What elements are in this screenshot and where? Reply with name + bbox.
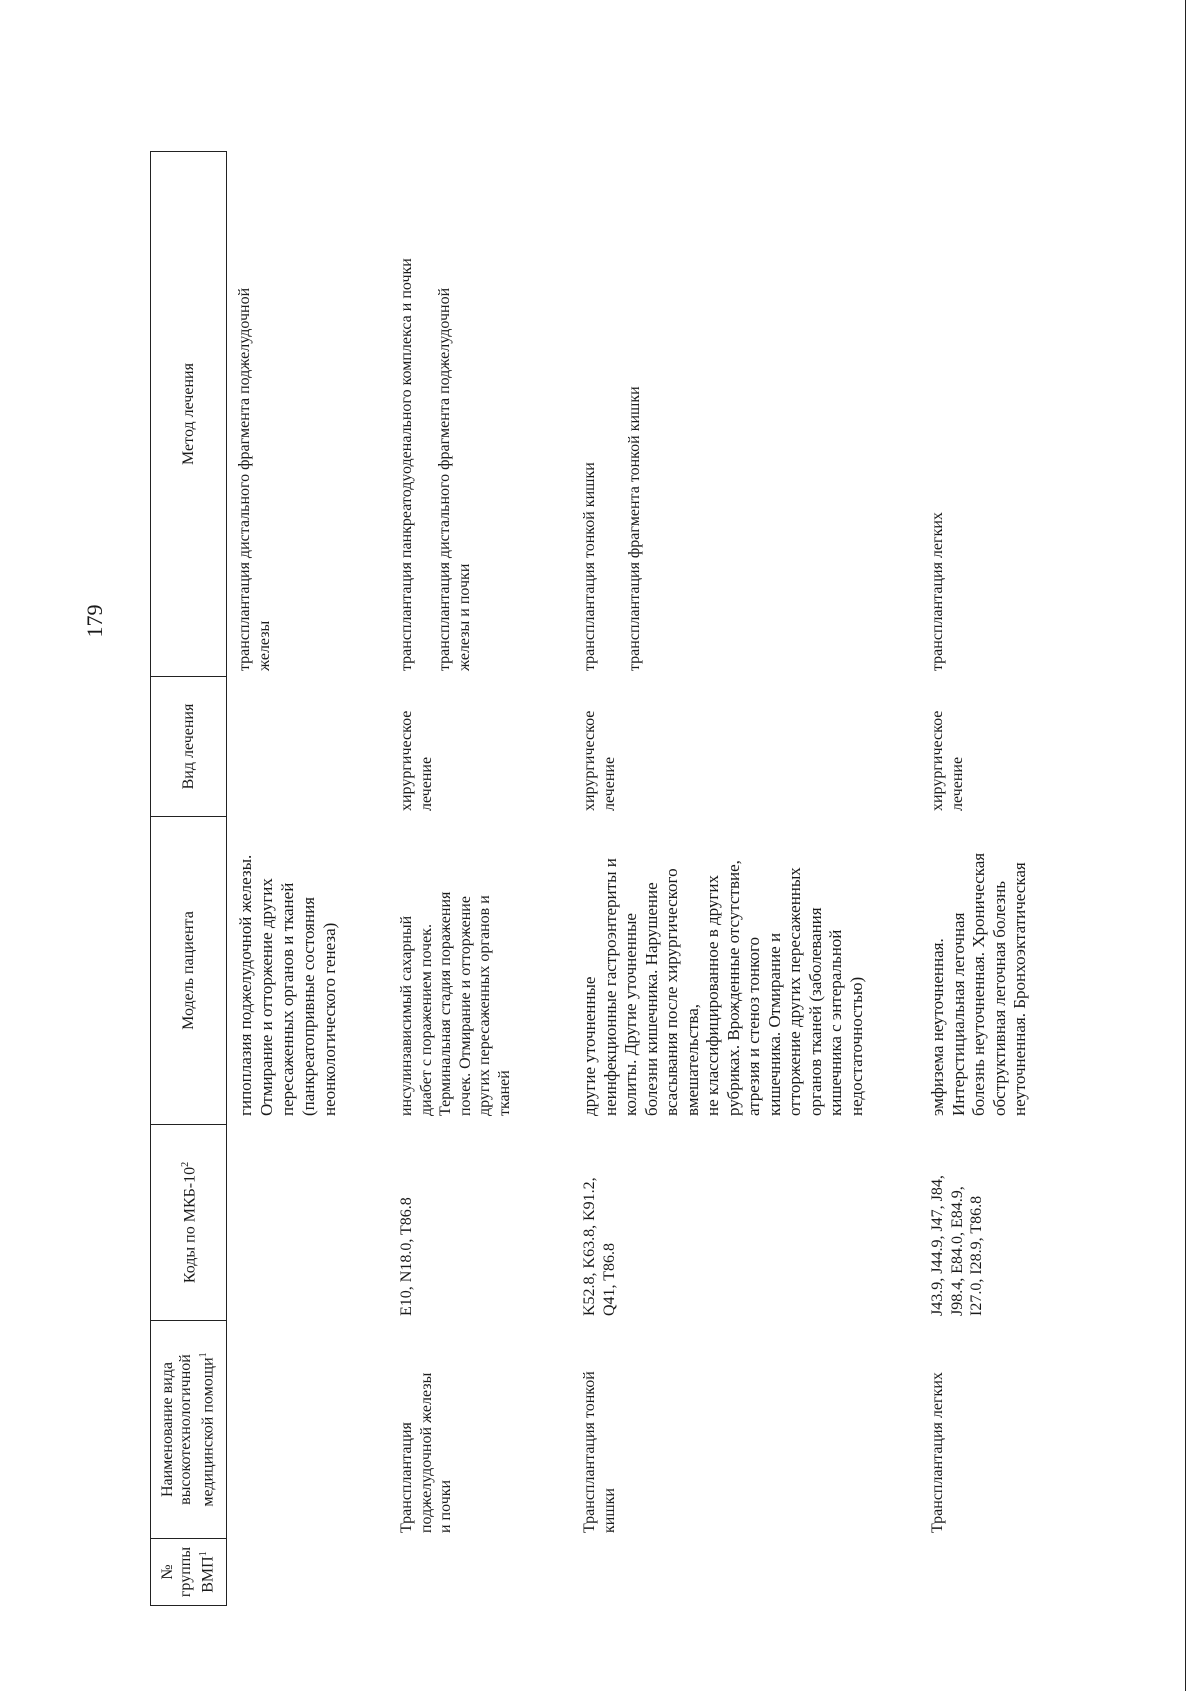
page-number: 179 [82,604,107,638]
row-3-treatment-type: хирургическое лечение [581,710,618,811]
row-2-method-2: трансплантация дистального фрагмента поджелудочной железы и почки [436,287,473,671]
page-bottom-edge [1185,0,1186,1691]
row-1-patient-model: гипоплазия поджелудочной железы. Отмирание и отторжение других пересаженных органов и тканей (панкреатопривные состояния неонкологического генеза) [236,854,339,1116]
row-4-icd-codes: J43.9, J44.9, J47, J84, J98.4, E84.0, E84.9, I27.0, I28.9, T86.8 [929,1175,985,1316]
row-4-care-name: Трансплантация легких [929,1372,946,1533]
row-3-method-2: трансплантация фрагмента тонкой кишки [626,386,643,671]
row-3-patient-model: другие уточненные неинфекционные гастроэнтериты и колиты. Другие уточненные болезни кишечника. Нарушение всасывания после хирургического вмешательства, не классифицированное в других рубриках. Врожденные отсутствие, атрезия и стеноз тонкого кишечника. Отмирание и отторжение других пересаженных органов тканей (заболевания кишечника с энтеральной недостаточностью) [580,858,866,1116]
row-2-treatment-type: хирургическое лечение [398,710,435,811]
header-patient-model-label: Модель пациента [179,911,197,1030]
row-4-patient-model: эмфизема неуточненная. Интерстициальная легочная болезнь неуточненная. Хроническая обструктивная легочная болезнь неуточненная. Бронхоэктатическая [928,852,1029,1116]
row-3-method-1: трансплантация тонкой кишки [581,462,598,671]
row-3-care-name: Трансплантация тонкой кишки [581,1371,618,1533]
footnote-marker: 2 [180,1161,192,1167]
footnote-marker: 1 [198,1551,210,1557]
row-2-care-name: Трансплантация поджелудочной железы и почки [398,1372,454,1533]
row-1-method-1: трансплантация дистального фрагмента поджелудочной железы [236,287,273,671]
row-2-patient-model: инсулинзависимый сахарный диабет с поражением почек. Терминальная стадия поражения почек. Отмирание и отторжение других пересаженных органов и тканей [398,891,513,1116]
row-3-icd-codes: K52.8, K63.8, K91.2, Q41, T86.8 [581,1177,618,1316]
row-4-treatment-type: хирургическое лечение [929,710,966,811]
header-icd-codes [150,1124,227,1321]
header-care-name-label: Наименование вида высокотехнологичной медицинской помощи [159,1354,217,1507]
header-treatment-type-label: Вид лечения [179,703,197,790]
header-care-name [150,1320,227,1539]
header-treatment-method-label: Метод лечения [179,363,197,465]
header-treatment-method [150,151,227,677]
row-4-method-1: трансплантация легких [929,512,946,671]
footnote-marker: 1 [198,1352,210,1358]
row-2-icd-codes: E10, N18.0, T86.8 [398,1197,415,1316]
row-2-method-1: трансплантация панкреатодуоденального комплекса и почки [398,258,415,671]
header-group-number-label: № группы ВМП [159,1546,217,1598]
header-treatment-type [150,676,227,817]
header-group-number [150,1538,227,1606]
header-icd-codes-label: Коды по МКБ-10 [181,1166,199,1284]
header-patient-model [150,816,227,1125]
